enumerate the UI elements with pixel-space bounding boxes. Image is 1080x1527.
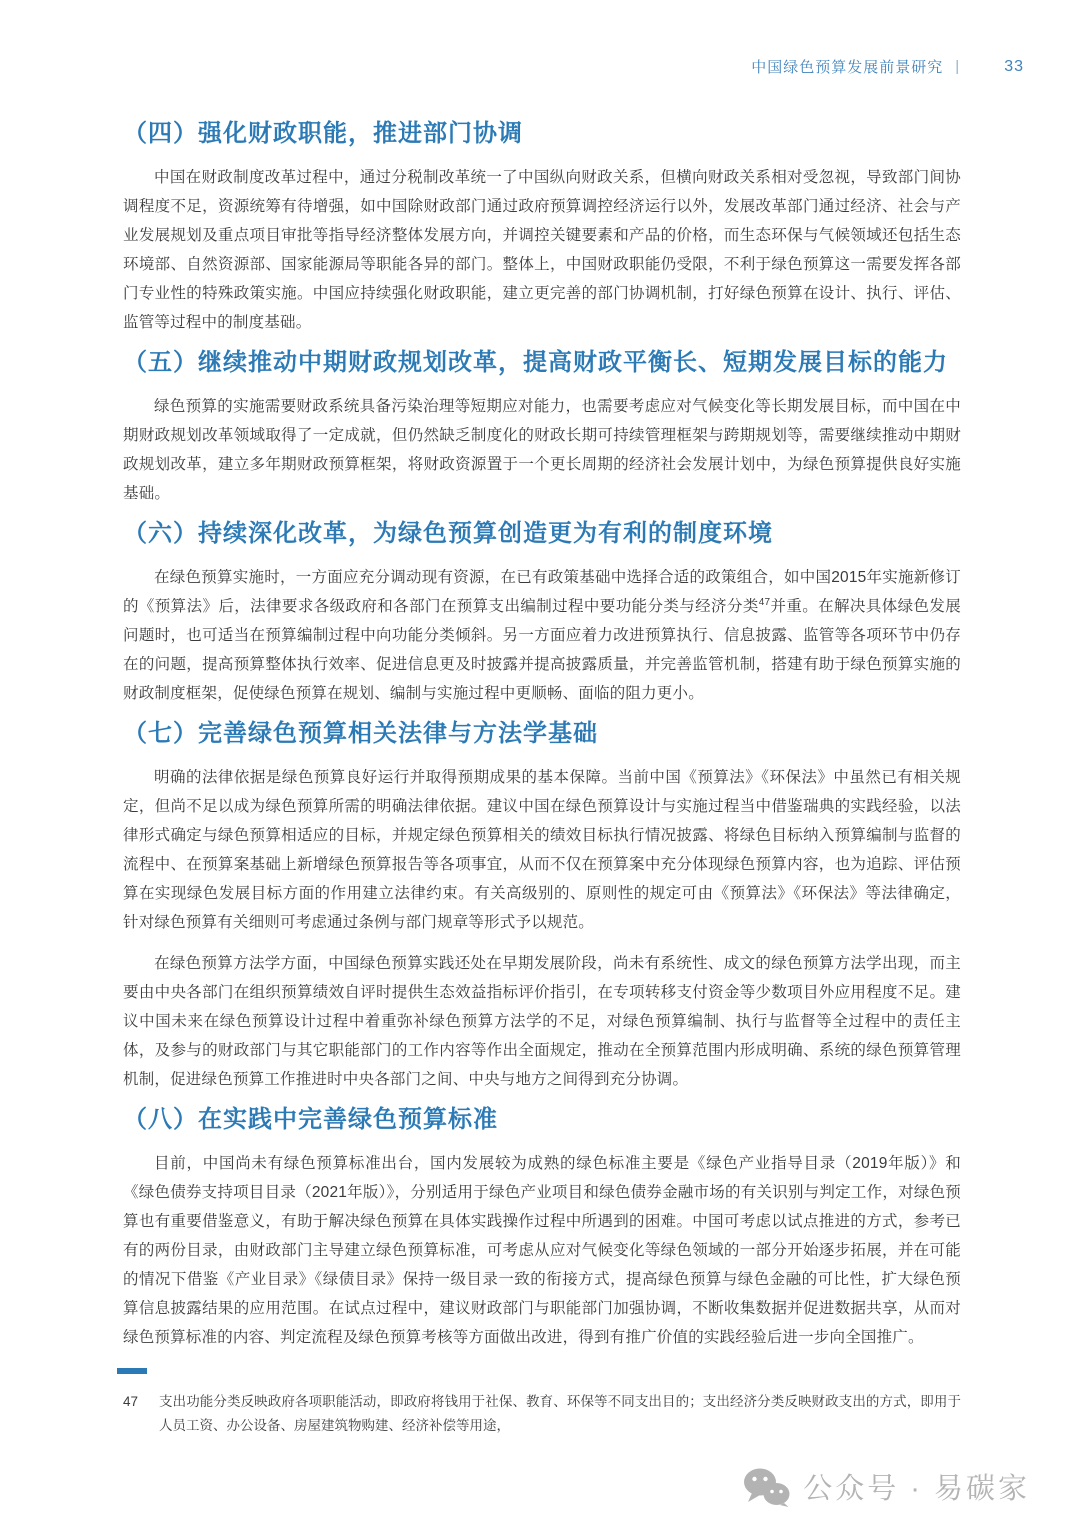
section-six-paragraph — [123, 563, 961, 708]
section-four-paragraph: 中国在财政制度改革过程中，通过分税制改革统一了中国纵向财政关系，但横向财政关系相对受忽视，导致部门间协调程度不足，资源统筹有待增强，如中国除财政部门通过政府预算调控经济运行以外，发展改革部门通过经济、社会与产业发展规划及重点项目审批等指导经济整体发展方向，并调控关键要素和产品的价格，而生态环保与气候领域还包括生态环境部、自然资源部、国家能源局等职能各异的部门。整体上，中国财政职能仍受限，不利于绿色预算这一需要发挥各部门专业性的特殊政策实施。中国应持续强化财政职能，建立更完善的部门协调机制，打好绿色预算在设计、执行、评估、监管等过程中的制度基础。 — [123, 169, 961, 331]
paragraph-text: 在绿色预算实施时，一方面应充分调动现有资源，在已有政策基础中选择合适的政策组合，如中国2015年实施新修订的《预算法》后，法律要求各级政府和各部门在预算支出编制过程中要功能分类与经济分类 — [123, 569, 961, 615]
section-eight-heading: （八）在实践中完善绿色预算标准 — [123, 1106, 498, 1133]
running-title: 中国绿色预算发展前景研究 — [751, 59, 944, 76]
footnote-reference: 47 — [758, 596, 771, 608]
content-column — [123, 118, 961, 1438]
footnote-divider — [117, 1368, 147, 1374]
footnote-number: 47 — [123, 1394, 139, 1409]
watermark — [743, 1466, 1030, 1507]
section-six — [123, 518, 961, 708]
section-eight — [123, 1104, 961, 1352]
page-number: 33 — [1004, 57, 1024, 75]
footnote-area — [123, 1368, 961, 1438]
wechat-icon — [743, 1467, 791, 1507]
footnote — [123, 1390, 961, 1438]
section-five-heading: （五）继续推动中期财政规划改革，提高财政平衡长、短期发展目标的能力 — [123, 349, 948, 376]
section-seven-paragraph-1: 明确的法律依据是绿色预算良好运行并取得预期成果的基本保障。当前中国《预算法》《环保法》中虽然已有相关规定，但尚不足以成为绿色预算所需的明确法律依据。建议中国在绿色预算设计与实施过程当中借鉴瑞典的实践经验，以法律形式确定与绿色预算相适应的目标，并规定绿色预算相关的绩效目标执行情况披露、将绿色目标纳入预算编制与监督的流程中、在预算案基础上新增绿色预算报告等各项事宜，从而不仅在预算案中充分体现绿色预算内容，也为追踪、评估预算在实现绿色发展目标方面的作用建立法律约束。有关高级别的、原则性的规定可由《预算法》《环保法》等法律确定，针对绿色预算有关细则可考虑通过条例与部门规章等形式予以规范。 — [123, 769, 961, 931]
section-seven-heading: （七）完善绿色预算相关法律与方法学基础 — [123, 720, 598, 747]
section-five — [123, 347, 961, 508]
section-five-paragraph: 绿色预算的实施需要财政系统具备污染治理等短期应对能力，也需要考虑应对气候变化等长期发展目标，而中国在中期财政规划改革领域取得了一定成就，但仍然缺乏制度化的财政长期可持续管理框架与跨期规划等，需要继续推动中期财政规划改革，建立多年期财政预算框架，将财政资源置于一个更长周期的经济社会发展计划中，为绿色预算提供良好实施基础。 — [123, 398, 961, 502]
footnote-text: 支出功能分类反映政府各项职能活动，即政府将钱用于社保、教育、环保等不同支出目的；支出经济分类反映财政支出的方式，即用于人员工资、办公设备、房屋建筑物购建、经济补偿等用途， — [159, 1394, 961, 1433]
section-six-heading: （六）持续深化改革，为绿色预算创造更为有利的制度环境 — [123, 520, 773, 547]
section-four — [123, 118, 961, 337]
watermark-text: 公众号 · 易碳家 — [803, 1473, 1030, 1505]
section-seven-paragraph-2: 在绿色预算方法学方面，中国绿色预算实践还处在早期发展阶段，尚未有系统性、成文的绿色预算方法学出现，而主要由中央各部门在组织预算绩效自评时提供生态效益指标评价指引，在专项转移支付资金等少数项目外应用程度不足。建议中国未来在绿色预算设计过程中着重弥补绿色预算方法学的不足，对绿色预算编制、执行与监督等全过程中的责任主体，及参与的财政部门与其它职能部门的工作内容等作出全面规定，推动在全预算范围内形成明确、系统的绿色预算管理机制，促进绿色预算工作推进时中央各部门之间、中央与地方之间得到充分协调。 — [123, 955, 961, 1088]
section-seven — [123, 718, 961, 1094]
section-four-heading: （四）强化财政职能，推进部门协调 — [123, 120, 523, 147]
header-separator: | — [955, 58, 961, 75]
section-eight-paragraph: 目前，中国尚未有绿色预算标准出台，国内发展较为成熟的绿色标准主要是《绿色产业指导目录（2019年版）》和《绿色债券支持项目目录（2021年版）》，分别适用于绿色产业项目和绿色债券金融市场的有关识别与判定工作，对绿色预算也有重要借鉴意义，有助于解决绿色预算在具体实践操作过程中所遇到的困难。中国可考虑以试点推进的方式，参考已有的两份目录，由财政部门主导建立绿色预算标准，可考虑从应对气候变化等绿色领域的一部分开始逐步拓展，并在可能的情况下借鉴《产业目录》《绿债目录》保持一级目录一致的衔接方式，提高绿色预算与绿色金融的可比性，扩大绿色预算信息披露结果的应用范围。在试点过程中，建议财政部门与职能部门加强协调，不断收集数据并促进数据共享，从而对绿色预算标准的内容、判定流程及绿色预算考核等方面做出改进，得到有推广价值的实践经验后进一步向全国推广。 — [123, 1155, 961, 1346]
page-header — [751, 56, 1024, 77]
paragraph-text: 并重。在解决具体绿色发展问题时，也可适当在预算编制过程中向功能分类倾斜。另一方面应着力改进预算执行、信息披露、监管等各项环节中仍存在的问题，提高预算整体执行效率、促进信息更及时披露并提高披露质量，并完善监管机制，搭建有助于绿色预算实施的财政制度框架，促使绿色预算在规划、编制与实施过程中更顺畅、面临的阻力更小。 — [123, 598, 961, 702]
